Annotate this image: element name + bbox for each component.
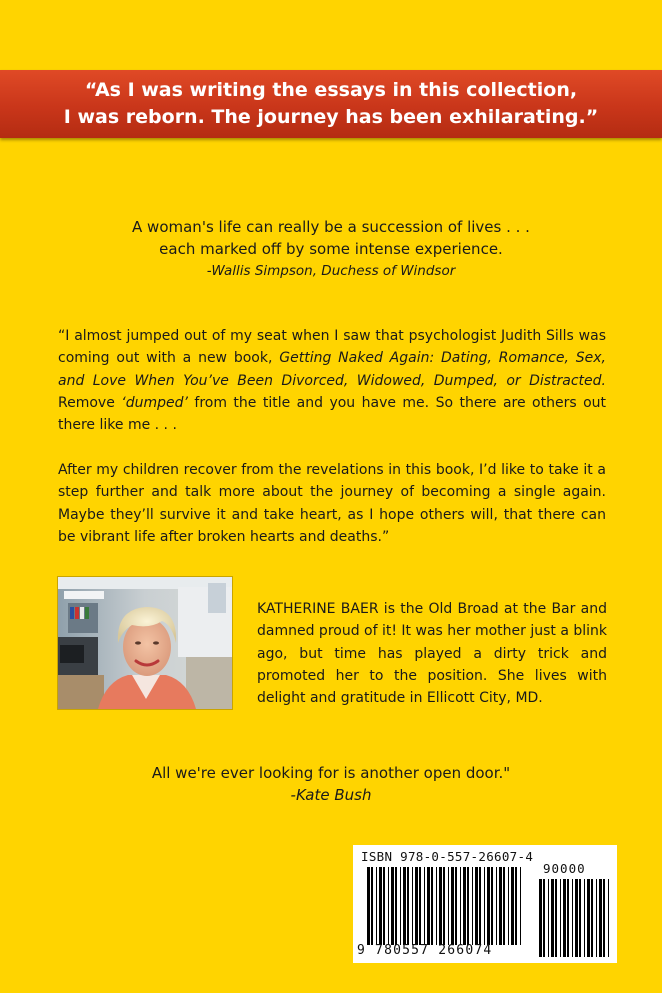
epigraph-line-2: each marked off by some intense experience. [159, 240, 503, 258]
book-title: Getting Naked Again: Dating, Romance, Sex, and Love When You’ve Been Divorced, Widowed, Dumped, or Distracted. [58, 350, 606, 389]
barcode-bar [484, 867, 485, 945]
barcode-bar [608, 879, 609, 957]
quote-paragraph-1 [58, 325, 606, 436]
isbn-barcode [353, 845, 617, 963]
barcode-bar [443, 867, 445, 945]
barcode-bar [424, 867, 425, 945]
barcode-bar [567, 879, 569, 957]
barcode-bar [467, 867, 469, 945]
barcode-bar [596, 879, 597, 957]
barcode-bar [487, 867, 490, 945]
barcode-bar [436, 867, 437, 945]
quote-banner [0, 70, 662, 138]
barcode-bar [395, 867, 397, 945]
barcode-bar [419, 867, 421, 945]
barcode-bar [431, 867, 433, 945]
barcode-bar [572, 879, 573, 957]
banner-line-2: I was reborn. The journey has been exhilarating.” [63, 106, 599, 128]
barcode-bar [448, 867, 449, 945]
barcode-bar [383, 867, 385, 945]
barcode-bar [455, 867, 457, 945]
barcode-bar [388, 867, 389, 945]
barcode-bar [584, 879, 585, 957]
barcode-bar [555, 879, 557, 957]
barcode-bar [508, 867, 509, 945]
isbn-number: ISBN 978-0-557-26607-4 [361, 849, 534, 864]
barcode-bar [599, 879, 602, 957]
banner-line-1: “As I was writing the essays in this collection, [84, 79, 578, 101]
barcode-bar [496, 867, 497, 945]
barcode-bar [548, 879, 549, 957]
closing-attribution: -Kate Bush [290, 786, 372, 804]
barcode-bar [560, 879, 561, 957]
barcode-bar [539, 879, 542, 957]
barcode-bar [451, 867, 454, 945]
epigraph-line-1: A woman's life can really be a succession of lives . . . [132, 218, 530, 236]
barcode-bar [371, 867, 373, 945]
price-addon-number: 90000 [543, 861, 586, 876]
barcode-bar [587, 879, 590, 957]
barcode-bar [367, 867, 370, 945]
barcode-bar [427, 867, 430, 945]
barcode-bar [475, 867, 478, 945]
p1-text-b: Remove [58, 394, 122, 411]
barcode-bar [412, 867, 413, 945]
barcode-bar [379, 867, 382, 945]
barcode-bar [479, 867, 481, 945]
barcode-bar [407, 867, 409, 945]
barcode-bar [499, 867, 502, 945]
barcode-bar [376, 867, 377, 945]
barcode-bar [579, 879, 581, 957]
barcode-bar [603, 879, 605, 957]
p1-text-c: from the title and you have me. So there are others out there like me . . . [58, 394, 607, 434]
author-bio: KATHERINE BAER is the Old Broad at the Bar and damned proud of it! It was her mother just a blink ago, but time has played a dirty trick and promoted her to the position. She lives with delight and gratitude in Ellicott City, MD. [257, 601, 608, 707]
barcode-bar [491, 867, 493, 945]
barcode-bar [503, 867, 505, 945]
barcode-bar [463, 867, 466, 945]
barcode-bar [472, 867, 473, 945]
barcode-bar [391, 867, 394, 945]
epigraph-attribution: -Wallis Simpson, Duchess of Windsor [206, 263, 456, 279]
barcode-bar [460, 867, 461, 945]
barcode-bar [439, 867, 442, 945]
barcode-bar [511, 867, 514, 945]
barcode-bar [591, 879, 593, 957]
barcode-bar [415, 867, 418, 945]
closing-quote-text: All we're ever looking for is another open door." [151, 764, 511, 782]
quote-paragraph-2: After my children recover from the revelations in this book, I’d like to take it a step further and talk more about the journey of becoming a single again. Maybe they’ll survive it and take heart, as I hope others will, that there can be vibrant life after broken hearts and deaths.” [58, 462, 606, 545]
barcode-bar [543, 879, 545, 957]
p1-text-a: “I almost jumped out of my seat when I saw that psychologist Judith Sills was coming out with a new book, [58, 328, 606, 367]
barcode-bar [400, 867, 401, 945]
barcode-bar [515, 867, 517, 945]
closing-quote [0, 762, 662, 806]
barcode-bar [403, 867, 406, 945]
dumped-emphasis: ‘dumped’ [121, 394, 188, 411]
ean-number: 9 780557 266074 [357, 943, 493, 958]
barcode-bar [563, 879, 566, 957]
epigraph [0, 216, 662, 282]
author-photo [57, 576, 233, 710]
barcode-bar [551, 879, 554, 957]
barcode-bar [575, 879, 578, 957]
barcode-bar [520, 867, 521, 945]
